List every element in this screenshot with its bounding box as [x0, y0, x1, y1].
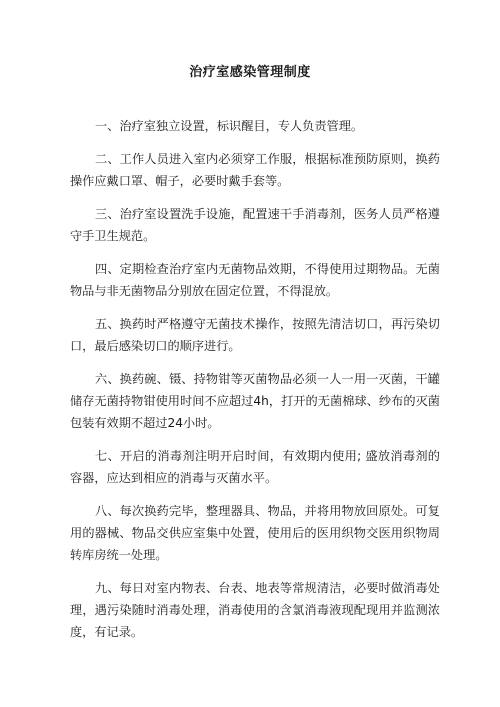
rule-paragraph-2: 二、工作人员进入室内必须穿工作服，根据标准预防原则，换药操作应戴口罩、帽子，必要时戴手套等。	[70, 152, 440, 188]
rule-paragraph-1: 一、治疗室独立设置，标识醒目，专人负责管理。	[95, 119, 364, 133]
rule-paragraph-9: 九、每日对室内物表、台表、地表等常规清洁，必要时做消毒处理，遇污染随时消毒处理，消毒使用的含氯消毒液现配现用并监测浓度，有记录。	[70, 581, 440, 639]
rule-paragraph-4: 四、定期检查治疗室内无菌物品效期，不得使用过期物品。无菌物品与非无菌物品分别放在固定位置，不得混放。	[70, 262, 440, 298]
rule-paragraph-5: 五、换药时严格遵守无菌技术操作，按照先清洁切口，再污染切口，最后感染切口的顺序进行。	[70, 317, 440, 353]
rule-paragraph-6: 六、换药碗、镊、持物钳等灭菌物品必须一人一用一灭菌，干罐储存无菌持物钳使用时间不应超过4h，打开的无菌棉球、纱布的灭菌包装有效期不超过24小时。	[70, 372, 440, 430]
document-title: 治疗室感染管理制度	[189, 65, 311, 80]
rule-paragraph-7: 七、开启的消毒剂注明开启时间，有效期内使用; 盛放消毒剂的容器，应达到相应的消毒与灭菌水平。	[70, 449, 440, 485]
rule-paragraph-3: 三、治疗室设置洗手设施，配置速干手消毒剂，医务人员严格遵守手卫生规范。	[70, 207, 440, 243]
document-body	[70, 115, 440, 654]
rule-paragraph-8: 八、每次换药完毕，整理器具、物品，并将用物放回原处。可复用的器械、物品交供应室集中处置，使用后的医用织物交医用织物周转库房统一处理。	[70, 504, 440, 562]
